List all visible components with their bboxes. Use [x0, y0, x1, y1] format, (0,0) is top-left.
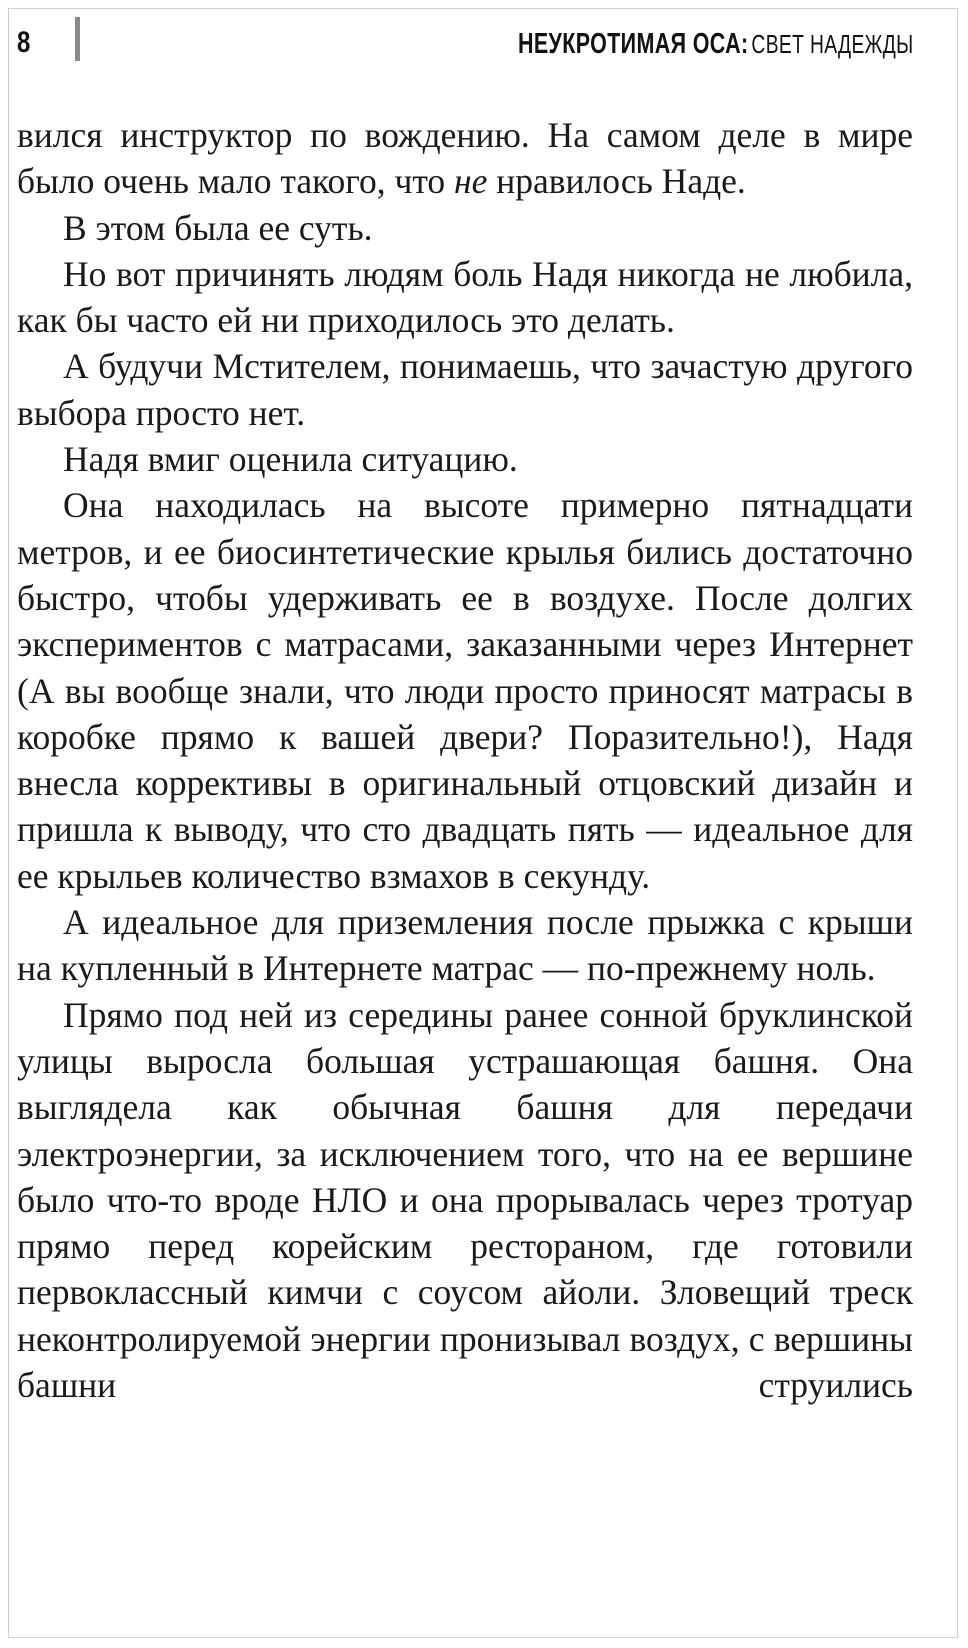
paragraph: Она находилась на высоте примерно пятнадцати метров, и ее биосинтетические крылья бились достаточно быстро, чтобы удерживать ее в воздухе. После долгих экспериментов с матрасами, заказанными через Интернет (А вы вообще знали, что люди просто приносят матрасы в коробке прямо к вашей двери? Поразительно!), Надя внесла коррективы в оригинальный отцовский дизайн и пришла к выводу, что сто двадцать пять — идеальное для ее крыльев количество взмахов в секунду.: [17, 485, 913, 896]
paragraph: А идеальное для приземления после прыжка с крыши на купленный в Интернете матрас — по-прежнему ноль.: [17, 902, 913, 989]
paragraph: В этом была ее суть.: [63, 207, 373, 248]
running-title: [518, 28, 914, 61]
paragraph-text: вился инструктор по вождению. На самом деле в мире было очень мало такого, что: [17, 115, 913, 202]
emphasis-text: не: [454, 161, 488, 202]
title-separator: :: [741, 28, 749, 60]
paragraph: Прямо под ней из середины ранее сонной бруклинской улицы выросла большая устрашающая башня. Она выглядела как обычная башня для передачи электроэнергии, за исключением того, что на ее вершине было что-то вроде НЛО и она прорывалась через тротуар прямо перед корейским рестораном, где готовили первоклассный кимчи с соусом айоли. Зловещий треск неконтролируемой энергии пронизывал воздух, с вершины башни струились: [17, 994, 913, 1406]
running-header: [0, 0, 968, 100]
header-divider: [75, 17, 80, 61]
paragraph: Надя вмиг оценила ситуацию.: [63, 439, 518, 480]
book-title: НЕУКРОТИМАЯ ОСА: [518, 28, 742, 60]
page-body: [17, 112, 913, 1408]
paragraph-text: нравилось Наде.: [487, 161, 746, 202]
paragraph: А будучи Мстителем, понимаешь, что зачастую другого выбора просто нет.: [17, 346, 913, 433]
paragraph: Но вот причинять людям боль Надя никогда не любила, как бы часто ей ни приходилось это делать.: [17, 253, 913, 341]
book-subtitle: СВЕТ НАДЕЖДЫ: [751, 29, 914, 59]
paragraph-continued: [17, 112, 913, 205]
page-number: 8: [17, 26, 30, 59]
